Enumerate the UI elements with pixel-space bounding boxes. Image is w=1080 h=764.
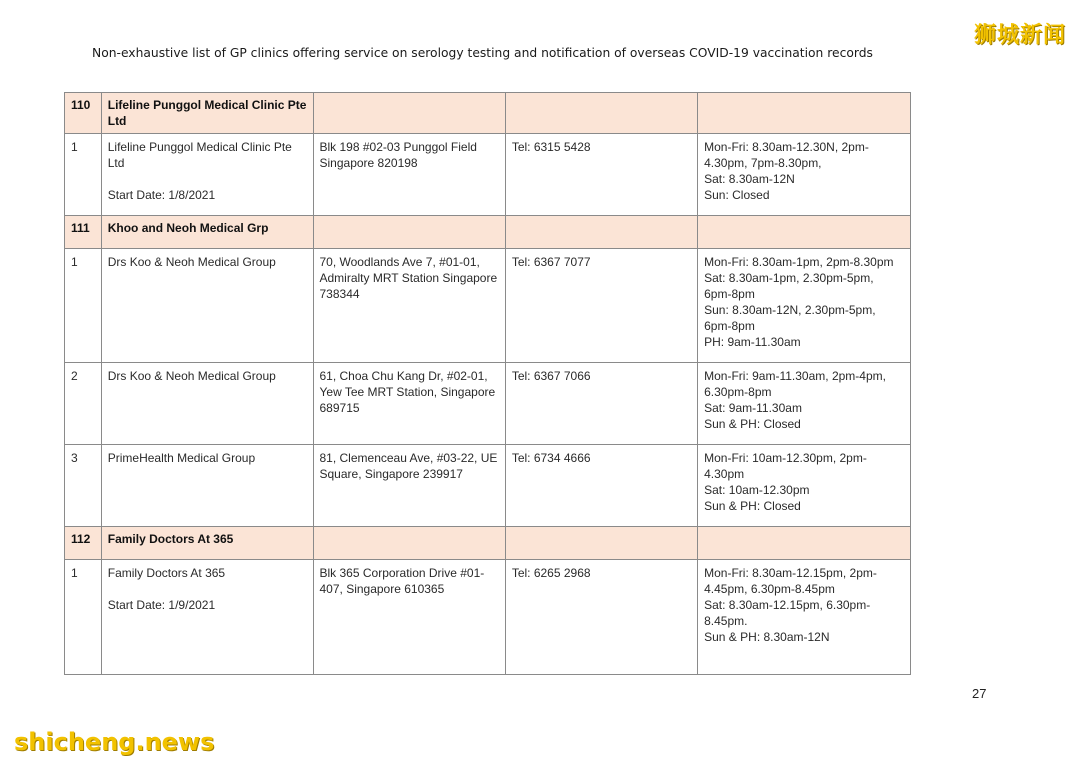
group-name: Lifeline Punggol Medical Clinic Pte Ltd: [101, 93, 313, 134]
start-date: Start Date: 1/8/2021: [107, 188, 216, 202]
clinic-address: Blk 365 Corporation Drive #01-407, Singapore 610365: [313, 560, 505, 675]
hours-line: Mon-Fri: 8.30am-12.15pm, 2pm-4.45pm, 6.30pm-8.45pm: [704, 566, 877, 596]
group-number: 112: [65, 527, 102, 560]
clinic-name-cell: [101, 134, 313, 216]
start-date: Start Date: 1/9/2021: [107, 598, 216, 612]
table-row: [65, 445, 911, 527]
clinic-tel: Tel: 6734 4666: [505, 445, 697, 527]
hours-line: Sun: Closed: [704, 188, 770, 202]
hours-line: Mon-Fri: 9am-11.30am, 2pm-4pm, 6.30pm-8pm: [704, 369, 886, 399]
row-number: 2: [65, 363, 102, 445]
clinic-tel: Tel: 6367 7066: [505, 363, 697, 445]
watermark-logo-bottom: shicheng.news: [14, 728, 215, 756]
clinic-table: [64, 92, 911, 675]
group-name: Khoo and Neoh Medical Grp: [101, 216, 313, 249]
clinic-tel: Tel: 6265 2968: [505, 560, 697, 675]
hours-line: Mon-Fri: 8.30am-1pm, 2pm-8.30pm: [704, 255, 894, 269]
group-number: 111: [65, 216, 102, 249]
table-row: [65, 249, 911, 363]
clinic-name: Drs Koo & Neoh Medical Group: [107, 369, 276, 383]
document-title: Non-exhaustive list of GP clinics offering service on serology testing and notification of overseas COVID-19 vaccination records: [92, 46, 873, 60]
hours-line: Mon-Fri: 10am-12.30pm, 2pm-4.30pm: [704, 451, 867, 481]
clinic-name: Lifeline Punggol Medical Clinic Pte Ltd: [107, 140, 292, 170]
row-number: 1: [65, 249, 102, 363]
row-number: 3: [65, 445, 102, 527]
hours-line: Sun & PH: 8.30am-12N: [704, 630, 830, 644]
group-header-row: [65, 216, 911, 249]
hours-line: Sun & PH: Closed: [704, 417, 801, 431]
clinic-hours: [698, 445, 911, 527]
clinic-name: Drs Koo & Neoh Medical Group: [107, 255, 276, 269]
clinic-name-cell: [101, 560, 313, 675]
clinic-tel: Tel: 6367 7077: [505, 249, 697, 363]
clinic-address: 61, Choa Chu Kang Dr, #02-01, Yew Tee MRT Station, Singapore 689715: [313, 363, 505, 445]
row-number: 1: [65, 560, 102, 675]
hours-line: Sun & PH: Closed: [704, 499, 801, 513]
clinic-name-cell: [101, 363, 313, 445]
hours-line: Sat: 8.30am-12.15pm, 6.30pm-8.45pm.: [704, 598, 871, 628]
clinic-name-cell: [101, 249, 313, 363]
hours-line: Sat: 10am-12.30pm: [704, 483, 810, 497]
clinic-address: Blk 198 #02-03 Punggol Field Singapore 820198: [313, 134, 505, 216]
page-number: 27: [972, 686, 987, 701]
clinic-hours: [698, 560, 911, 675]
hours-line: Sat: 8.30am-1pm, 2.30pm-5pm, 6pm-8pm: [704, 271, 874, 301]
hours-line: PH: 9am-11.30am: [704, 335, 801, 349]
table-row: [65, 560, 911, 675]
table-row: [65, 134, 911, 216]
hours-line: Sun: 8.30am-12N, 2.30pm-5pm, 6pm-8pm: [704, 303, 876, 333]
clinic-name: Family Doctors At 365: [107, 566, 226, 580]
clinic-hours: [698, 363, 911, 445]
clinic-name-cell: [101, 445, 313, 527]
group-name: Family Doctors At 365: [101, 527, 313, 560]
hours-line: Mon-Fri: 8.30am-12.30N, 2pm-4.30pm, 7pm-8.30pm,: [704, 140, 869, 170]
clinic-tel: Tel: 6315 5428: [505, 134, 697, 216]
table-row: [65, 363, 911, 445]
group-header-row: [65, 93, 911, 134]
watermark-logo-top: 狮城新闻: [973, 23, 1066, 48]
row-number: 1: [65, 134, 102, 216]
group-header-row: [65, 527, 911, 560]
clinic-name: PrimeHealth Medical Group: [107, 451, 256, 465]
clinic-address: 70, Woodlands Ave 7, #01-01, Admiralty MRT Station Singapore 738344: [313, 249, 505, 363]
hours-line: Sat: 9am-11.30am: [704, 401, 802, 415]
clinic-hours: [698, 134, 911, 216]
clinic-address: 81, Clemenceau Ave, #03-22, UE Square, Singapore 239917: [313, 445, 505, 527]
group-number: 110: [65, 93, 102, 134]
hours-line: Sat: 8.30am-12N: [704, 172, 795, 186]
clinic-hours: [698, 249, 911, 363]
